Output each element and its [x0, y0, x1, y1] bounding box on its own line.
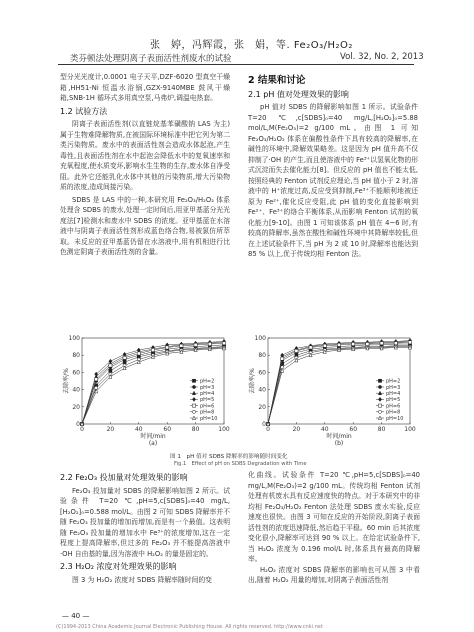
data-point: [208, 342, 211, 345]
left-column-bottom: [60, 470, 230, 585]
x-tick-label: 20: [292, 426, 301, 433]
x-tick-label: 40: [320, 426, 329, 433]
data-point: [309, 346, 312, 349]
y-tick-label: 20: [72, 403, 80, 411]
data-point: [109, 359, 112, 363]
y-tick-label: 60: [72, 369, 80, 377]
h2o2-effect-paragraph-cont: 化曲线。试验条件 T=20 ℃,pH=5,c[SDBS]₀=40 mg/L,M(Fe₂O₃)=2 g/100 mL。传统均相 Fenton 试剂处理有机废水具有反应速度快的特点。对于本研究中的非均相 Fe₂O₃/H₂O₂ Fenton 法处理 SDBS 废水实验,反应速度也很快。由图 3 可知在反应的开始阶段,阴离子表面活性剂的浓度迅速降低,然后趋于平稳。60 min 后其浓度变化很小,降解率可达到 90 % 以上。在给定试验条件下,当 H₂O₂ 浓度为 0.196 mol/L 时,体系具有最高的降解率。: [248, 471, 420, 563]
section-2-2-title: 2.2 Fe₂O₃ 投加量对处理效果的影响: [60, 473, 188, 482]
section-2-title: 2 结果和讨论: [248, 75, 306, 86]
data-point: [194, 343, 197, 346]
data-point: [394, 342, 397, 345]
data-point: [366, 342, 369, 345]
y-tick-label: 40: [258, 386, 266, 394]
x-tick-label: 80: [377, 426, 386, 433]
legend-marker: [378, 379, 381, 382]
legend-marker: [378, 397, 381, 401]
panel-label: (b): [334, 440, 344, 446]
chart-panel-b: [248, 334, 416, 446]
legend-entry: pH=2: [386, 378, 401, 385]
chart-panel-a: [62, 334, 230, 446]
running-header-volume: Vol. 32, No. 2, 2013: [340, 52, 424, 62]
legend-marker: [378, 410, 381, 413]
page-number: — 40 —: [62, 612, 90, 620]
legend-entry: pH=4: [386, 391, 401, 397]
y-tick-label: 40: [72, 386, 80, 394]
y-tick-label: 0: [76, 421, 80, 428]
data-point: [337, 343, 340, 346]
legend-entry: pH=4: [200, 391, 215, 397]
y-axis-label: 去除率/%: [63, 368, 70, 394]
right-column-top: [248, 72, 418, 260]
y-tick-label: 60: [258, 369, 266, 377]
method-paragraph-2: SDBS 是 LAS 中的一种,本研究用 Fe₂O₃/H₂O₂ 体系处理含 SDBS 的废水,处理一定时间后,用亚甲基蓝分光光度法[7]检测水和废水中 SDBS 的浓度。亚甲基蓝在水溶液中与阴离子表面活性剂形成蓝色络合物,易被氯仿所萃取。未反应的亚甲基蓝仍留在水溶液中,用有机相进行比色测定阴离子表面活性剂的含量。: [60, 195, 230, 256]
section-1-2-title: 1.2 试验方法: [60, 106, 108, 116]
x-axis-label: 时间/min: [326, 433, 352, 440]
running-header-authors: 张 婷，冯辉霞，张 娟，等. Fe₂O₃/H₂O₂: [150, 40, 353, 51]
x-tick-label: 0: [266, 426, 270, 433]
figure-caption-en: Fig.1 Effect of pH on SDBS Degradation with Time: [174, 461, 307, 467]
legend-marker: [192, 385, 195, 388]
x-tick-label: 20: [106, 426, 115, 433]
running-header-title: 类芬顿法处理阴离子表面活性剂废水的试验: [70, 54, 232, 64]
legend-marker: [192, 410, 195, 413]
x-tick-label: 60: [163, 426, 172, 433]
y-tick-label: 80: [258, 352, 266, 360]
y-tick-label: 100: [68, 335, 80, 342]
data-point: [295, 349, 298, 352]
data-point: [323, 344, 326, 347]
x-tick-label: 0: [80, 426, 84, 433]
data-point: [95, 378, 98, 381]
data-point: [408, 341, 411, 344]
legend-entry: pH=5: [200, 397, 215, 404]
x-tick-label: 40: [134, 426, 143, 433]
legend-entry: pH=8: [200, 409, 215, 416]
data-point: [123, 356, 126, 359]
legend-marker: [378, 385, 381, 388]
copyright-line: (C)1994-2013 China Academic Journal Electronic Publishing House. All rights reserved. http://www.cnki.net: [56, 624, 323, 630]
x-tick-label: 100: [404, 426, 416, 433]
legend-entry: pH=6: [200, 403, 215, 410]
header-rule: [58, 64, 414, 65]
right-column-bottom: [248, 470, 420, 586]
data-point: [151, 348, 154, 351]
left-column-top: [60, 72, 230, 258]
data-point: [180, 344, 183, 347]
data-point: [166, 346, 169, 349]
y-tick-label: 100: [254, 335, 266, 342]
figure-caption-cn: 图 1 pH 值对 SDBS 降解率的影响随时间变化: [170, 454, 288, 460]
section-2-1-title: 2.1 pH 值对处理效果的影响: [248, 89, 349, 99]
y-tick-label: 20: [258, 403, 266, 411]
data-point: [137, 352, 140, 355]
method-paragraph-1: 阴离子表面活性剂(以直链烷基苯磺酸钠 LAS 为主)属于生物难降解物质,在被国际环境标准中把它列为第二类污染物质。废水中的表面活性剂会造成水体起泡,产生毒性,且表面活性剂在水中起泡会降低水中的复氧速率和充氧程度,使水质变坏,影响水生生物的生存,废水体自净受阻。此外它还能乳化水体中其他的污染物质,增大污染物质的浓度,造成间接污染。: [60, 120, 230, 191]
y-tick-label: 0: [262, 421, 266, 428]
data-point: [281, 357, 284, 360]
legend-marker: [192, 379, 195, 382]
legend-entry: pH=2: [200, 378, 215, 385]
data-point: [222, 342, 225, 345]
x-axis-label: 时间/min: [140, 433, 166, 440]
legend-entry: pH=5: [386, 397, 401, 404]
legend-entry: pH=3: [386, 384, 401, 391]
panel-label: (a): [148, 440, 158, 446]
data-point: [352, 342, 355, 345]
y-tick-label: 80: [72, 352, 80, 360]
legend-marker: [192, 397, 195, 401]
data-point: [109, 364, 112, 367]
legend-entry: pH=3: [200, 384, 215, 391]
h2o2-effect-paragraph-start: 图 3 为 H₂O₂ 浓度对 SDBS 降解率随时间的变: [72, 575, 212, 584]
h2o2-effect-paragraph-2: H₂O₂ 浓度对 SDBS 降解率的影响也可从图 3 中看出,随着 H₂O₂ 用量的增加,对阴离子表面活性剂: [248, 565, 420, 584]
fe2o3-effect-paragraph: Fe₂O₃ 投加量对 SDBS 的降解影响如图 2 所示。试验条件 T=20 ℃,pH=5,c[SDBS]₀=40 mg/L,[H₂O₂]₀=0.588 mol/L。由图 2 可知 SDBS 降解率并不随 Fe₂O₃ 投加量的增加而增加,而是有一个最值。这表明随 Fe₂O₃ 投加量的增加水中 Fe³⁺的浓度增加,这在一定程度上提高降解率,但过多的 Fe₂O₃ 并不能提高溶液中·OH 自由基的量,因为溶液中 H₂O₂ 的量是固定的。: [60, 486, 230, 558]
ph-effect-paragraph: pH 值对 SDBS 的降解影响如图 1 所示。试验条件 T=20 ℃,c[SDBS]₀=40 mg/L,[H₂O₂]₀=5.88 mol/L,M(Fe₂O₃)=2 g/100 mL。由图 1 可知 Fe₂O₃/H₂O₂ 体系在偏酸性条件下具有较高的降解率,在碱性的环境中,降解效果略差。这是因为 pH 值升高不仅抑制了·OH 的产生,而且使溶液中的 Fe³⁺以氢氧化物的形式沉淀而失去催化能力[8]。但反应的 pH 值也不能太低,按照经典的 Fenton 试剂反应理论,当 pH 值小于 2 时,溶液中的 H⁺浓度过高,反应受到抑制,Fe³⁺不能顺利地被还原为 Fe²⁺,催化反应受阻,此 pH 值的变化直接影响到 Fe²⁺、Fe³⁺的络合平衡体系,从而影响 Fenton 试剂的氧化能力[9-10]。由图 1 可知该体系 pH 值在 4~6 时,有较高的降解率,虽然在酸性和碱性环境中其降解率较低,但在上述试验条件下,当 pH 为 2 或 10 时,降解率也能达到 85 % 以上,优于传统均相 Fenton 法。: [248, 103, 418, 258]
legend-entry: pH=6: [386, 403, 401, 410]
legend-entry: pH=10: [386, 415, 404, 422]
legend-marker: [192, 404, 195, 407]
x-tick-label: 100: [218, 426, 230, 433]
equipment-paragraph: 型分光光度计,0.0001 电子天平,DZF-6020 型真空干燥箱,HH51-Ni 恒温水浴锅,GZX-9140MBE 鼓风干燥箱,SNB-1H 循环式多用真空泵,马弗炉,调温电热套。: [60, 73, 230, 102]
legend-entry: pH=10: [200, 415, 218, 422]
data-point: [380, 342, 383, 345]
data-point: [109, 369, 112, 372]
section-2-3-title: 2.3 H₂O₂ 浓度对处理效果的影响: [60, 562, 177, 571]
legend-entry: pH=8: [386, 409, 401, 416]
y-axis-label: 去除率/%: [249, 368, 256, 394]
x-tick-label: 80: [191, 426, 200, 433]
x-tick-label: 60: [349, 426, 358, 433]
legend-marker: [378, 404, 381, 407]
